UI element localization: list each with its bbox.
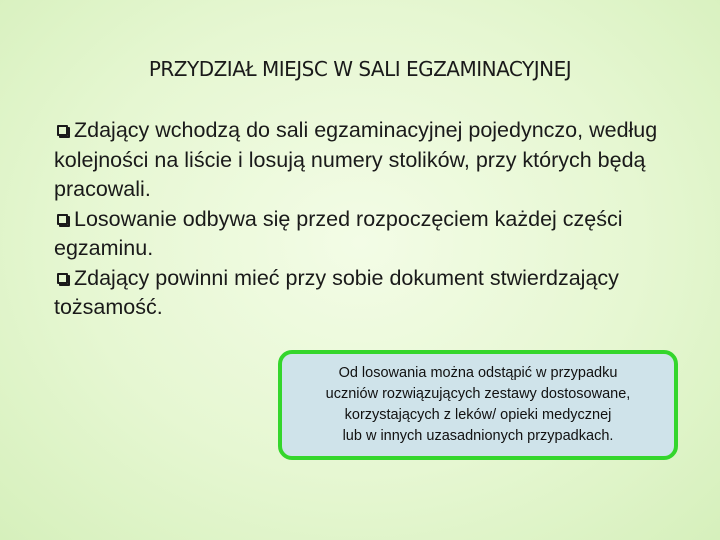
bullet-text: Zdający wchodzą do sali egzaminacyjnej pojedynczo, według kolejności na liście i losują numery stolików, przy których będą pracowali.: [54, 118, 658, 201]
checkbox-bullet-icon: [57, 125, 68, 136]
bullet-item: [54, 205, 694, 264]
checkbox-bullet-icon: [57, 214, 68, 225]
bullet-list: [54, 116, 694, 323]
bullet-text: Zdający powinni mieć przy sobie dokument stwierdzający tożsamość.: [54, 265, 619, 319]
bullet-text: Losowanie odbywa się przed rozpoczęciem każdej części egzaminu.: [54, 206, 623, 260]
note-box: [278, 350, 678, 460]
checkbox-bullet-icon: [57, 273, 68, 284]
slide-title: PRZYDZIAŁ MIEJSC W SALI EGZAMINACYJNEJ: [148, 57, 572, 81]
bullet-item: [54, 116, 694, 205]
bullet-item: [54, 264, 694, 323]
note-text: Od losowania można odstąpić w przypadku uczniów rozwiązujących zestawy dostosowane, korzystających z leków/ opieki medycznej lub w innych uzasadnionych przypadkach.: [325, 365, 631, 444]
